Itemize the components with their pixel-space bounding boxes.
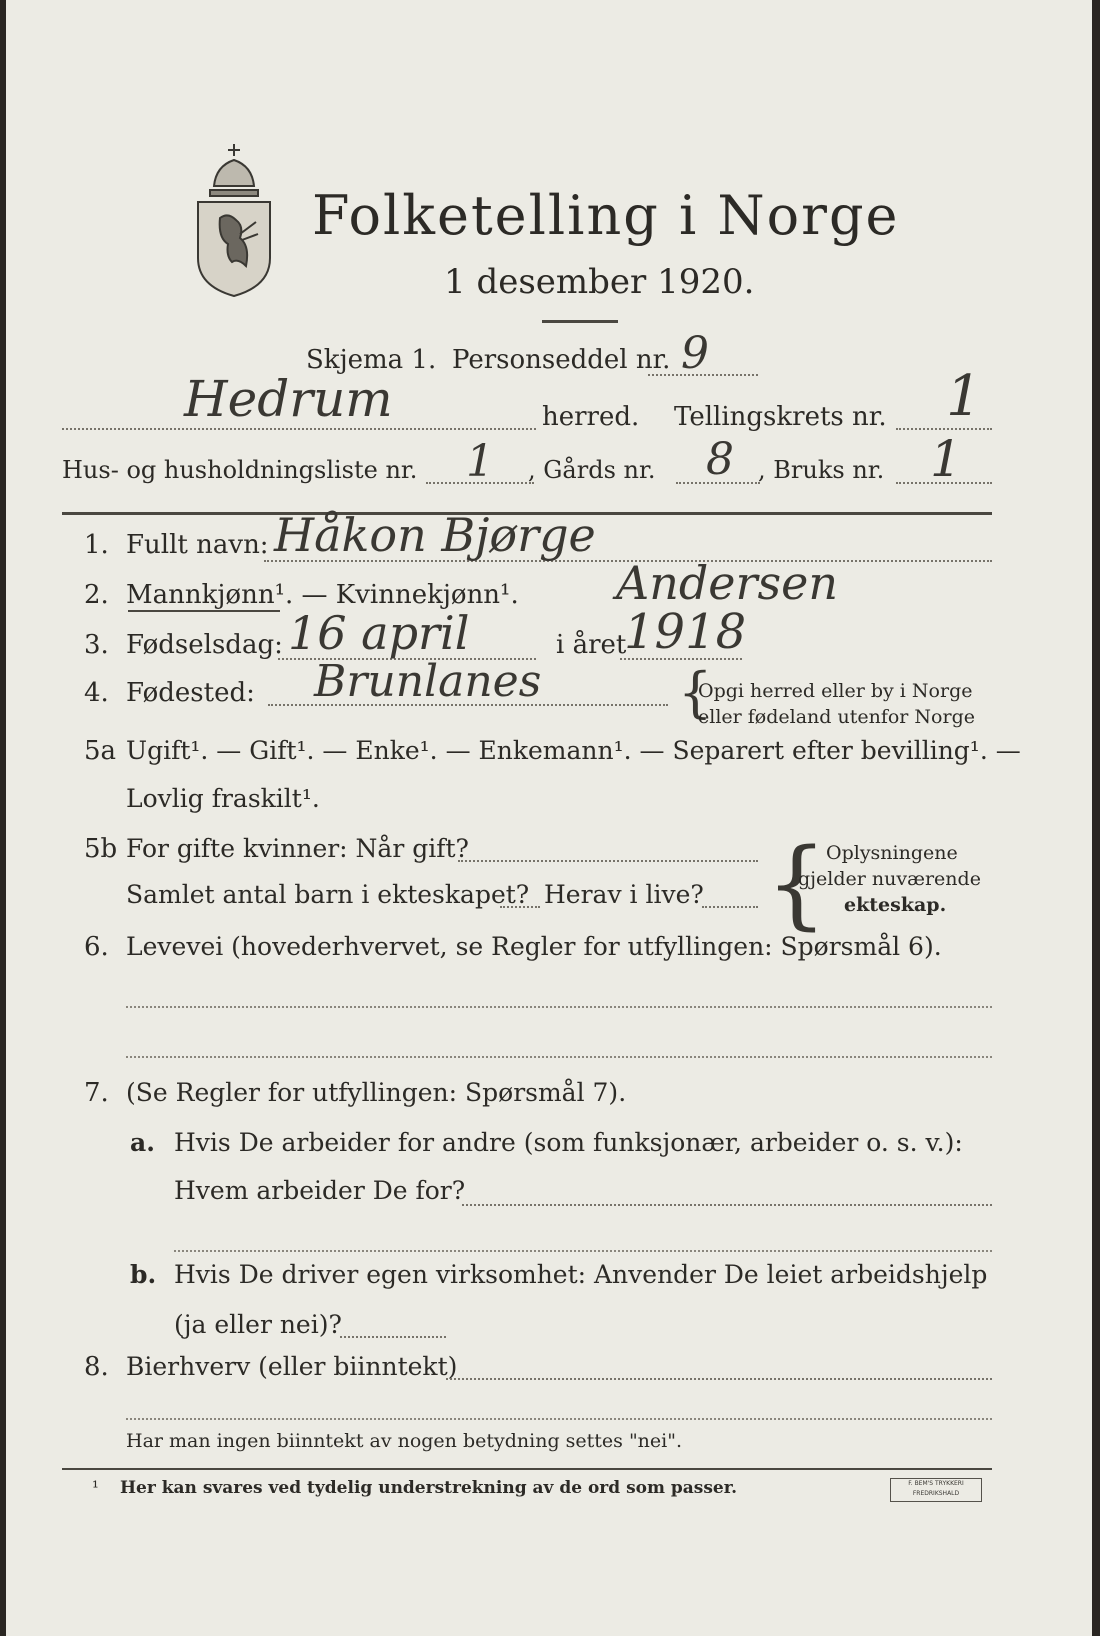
employer-field-line[interactable] [462, 1204, 992, 1206]
printer-stamp-line1: F. BEM'S TRYKKERI [908, 1480, 964, 1487]
q7a-employer-label: Hvem arbeider De for? [174, 1176, 466, 1205]
married-date-field-line[interactable] [458, 860, 758, 862]
marital-status-options-line2[interactable]: Lovlig fraskilt¹. [126, 784, 320, 813]
footnote-text: Her kan svares ved tydelig understrekning av de ord som passer. [120, 1478, 738, 1498]
printer-stamp [890, 1478, 982, 1502]
birthplace-value: Brunlanes [314, 656, 542, 707]
no-income-note: Har man ingen biinntekt av nogen betydning settes "nei". [126, 1430, 683, 1452]
secondary-income-field-line-2[interactable] [126, 1418, 992, 1420]
q4-number: 4. [84, 678, 109, 708]
bruks-label: , Bruks nr. [758, 456, 885, 484]
birthday-value: 16 april [288, 606, 470, 660]
q5b-label: For gifte kvinner: Når gift? [126, 834, 469, 863]
full-name-value: Håkon Bjørge [274, 508, 596, 562]
mannkjonn-underline [128, 610, 280, 612]
q1-number: 1. [84, 530, 109, 560]
herred-value: Hedrum [184, 370, 393, 428]
q7b-letter: b. [130, 1260, 157, 1289]
q3-number: 3. [84, 630, 109, 660]
form-title: Folketelling i Norge [312, 184, 900, 247]
husholdningsliste-value: 1 [466, 436, 494, 487]
q8-label: Bierhverv (eller biinntekt) [126, 1352, 458, 1381]
year-label: i året [556, 630, 627, 660]
q7b-question: Hvis De driver egen virksomhet: Anvender De leiet arbeidshjelp [174, 1260, 988, 1289]
gender-options[interactable]: Mannkjønn¹. — Kvinnekjønn¹. [126, 580, 519, 610]
marriage-note-line1: Oplysningene [826, 842, 958, 864]
q7b-answer-label: (ja eller nei)? [174, 1310, 342, 1339]
employer-field-line-2[interactable] [174, 1250, 992, 1252]
bruks-value: 1 [930, 430, 962, 488]
occupation-field-line-1[interactable] [126, 1006, 992, 1008]
occupation-label: Levevei (hovederhvervet, se Regler for utfyllingen: Spørsmål 6). [126, 932, 942, 961]
secondary-income-field-line[interactable] [446, 1378, 992, 1380]
census-date: 1 desember 1920. [444, 262, 755, 302]
children-alive-label: Herav i live? [544, 880, 704, 909]
tellingskrets-value: 1 [946, 364, 982, 429]
herred-field-line[interactable] [62, 428, 536, 430]
full-name-value-continued: Andersen [616, 556, 838, 610]
q2-number: 2. [84, 580, 109, 610]
gards-value: 8 [706, 434, 734, 485]
q1-label: Fullt navn: [126, 530, 269, 560]
footnote-mark: ¹ [92, 1478, 99, 1498]
personseddel-value: 9 [681, 328, 709, 379]
footnote-divider [62, 1468, 992, 1470]
printer-stamp-line2: FREDRIKSHALD [912, 1490, 960, 1497]
herred-label: herred. [542, 402, 640, 432]
q7-number: 7. [84, 1078, 109, 1108]
children-alive-field-line[interactable] [702, 906, 758, 908]
q4-label: Fødested: [126, 678, 255, 708]
q8-number: 8. [84, 1352, 109, 1382]
birthplace-note-brace: { [678, 661, 713, 724]
tellingskrets-label: Tellingskrets nr. [674, 402, 887, 432]
marriage-note-line3: ekteskap. [844, 894, 947, 916]
birthplace-note-line2: eller fødeland utenfor Norge [698, 706, 975, 728]
occupation-field-line-2[interactable] [126, 1056, 992, 1058]
gards-label: , Gårds nr. [528, 456, 656, 484]
husholdningsliste-label: Hus- og husholdningsliste nr. [62, 456, 418, 484]
personseddel-label: Personseddel nr. [452, 345, 671, 375]
q5b-number: 5b [84, 834, 118, 864]
norwegian-coat-of-arms-icon [188, 138, 280, 298]
title-divider [542, 320, 618, 323]
q7a-question: Hvis De arbeider for andre (som funksjonær, arbeider o. s. v.): [174, 1128, 963, 1157]
hired-help-field-line[interactable] [340, 1336, 446, 1338]
q5a-number: 5a [84, 736, 117, 766]
children-count-field-line[interactable] [500, 906, 540, 908]
children-count-label: Samlet antal barn i ekteskapet? [126, 880, 530, 909]
skjema-label: Skjema 1. [306, 345, 437, 375]
census-form-sheet [6, 0, 1092, 1636]
marital-status-options[interactable]: Ugift¹. — Gift¹. — Enke¹. — Enkemann¹. — Separert efter bevilling¹. — [126, 736, 1021, 765]
marriage-note-line2: gjelder nuværende [798, 868, 981, 890]
birth-year-value: 1918 [624, 604, 747, 660]
q6-number: 6. [84, 932, 109, 962]
birthplace-note-line1: Opgi herred eller by i Norge [698, 680, 973, 702]
q7-label: (Se Regler for utfyllingen: Spørsmål 7). [126, 1078, 627, 1107]
q3-label: Fødselsdag: [126, 630, 283, 660]
marriage-note-brace: { [766, 828, 828, 940]
q7a-letter: a. [130, 1128, 155, 1157]
